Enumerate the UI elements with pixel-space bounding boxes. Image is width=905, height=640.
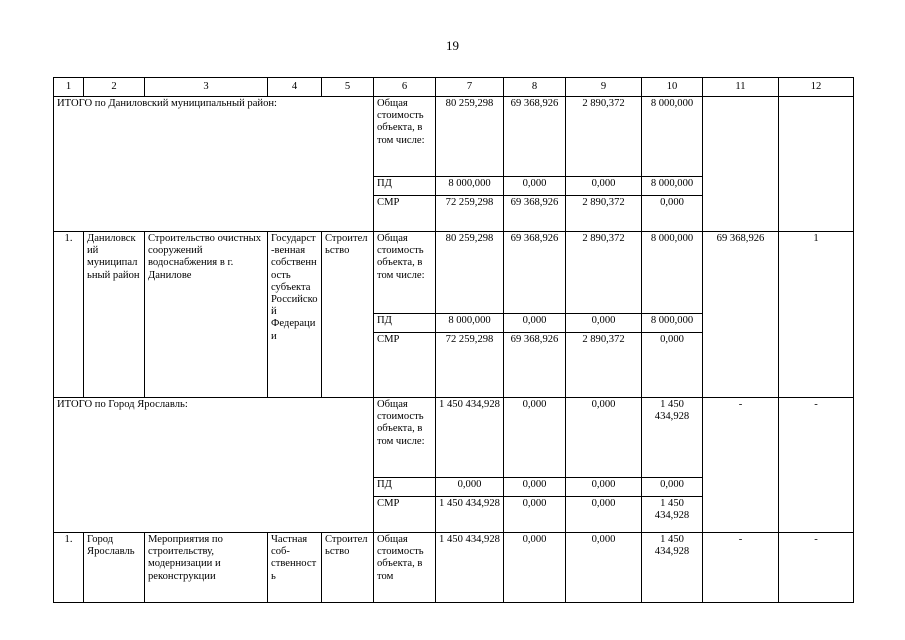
municipality-cell: Город Ярославль [84, 533, 145, 603]
value-cell: 2 890,372 [566, 232, 642, 314]
total-label: ИТОГО по Город Ярославль: [54, 398, 374, 533]
value-cell: 2 890,372 [566, 196, 642, 232]
value-cell: 2 890,372 [566, 333, 642, 398]
column-header: 2 [84, 78, 145, 97]
value-cell: 8 000,000 [436, 314, 504, 333]
ownership-cell: Государст-венная собственность субъекта Российской Федерации [268, 232, 322, 398]
value-cell: 1 450 434,928 [436, 497, 504, 533]
value-cell: 2 890,372 [566, 97, 642, 177]
value-cell: 0,000 [566, 398, 642, 478]
column-header: 8 [504, 78, 566, 97]
value-cell: 69 368,926 [504, 196, 566, 232]
value-cell: 1 450 434,928 [436, 398, 504, 478]
value-cell: 0,000 [504, 533, 566, 603]
value-cell: 0,000 [642, 333, 703, 398]
column-header: 12 [779, 78, 854, 97]
value-cell: 0,000 [504, 398, 566, 478]
value-cell: 0,000 [504, 177, 566, 196]
col11-cell: - [703, 533, 779, 603]
item-row [54, 232, 854, 314]
object-name-cell: Строительство очистных сооружений водоснабжения в г. Данилове [145, 232, 268, 398]
value-cell: 1 450 434,928 [642, 497, 703, 533]
total-row [54, 398, 854, 478]
col11-cell [703, 97, 779, 232]
col12-cell: - [779, 533, 854, 603]
cost-type-cell: ПД [374, 478, 436, 497]
value-cell: 0,000 [566, 478, 642, 497]
column-header: 11 [703, 78, 779, 97]
value-cell: 0,000 [504, 478, 566, 497]
value-cell: 69 368,926 [504, 333, 566, 398]
value-cell: 8 000,000 [436, 177, 504, 196]
value-cell: 8 000,000 [642, 177, 703, 196]
cost-type-cell: ПД [374, 177, 436, 196]
cost-type-cell: СМР [374, 196, 436, 232]
municipality-cell: Даниловский муниципальный район [84, 232, 145, 398]
cost-type-cell: СМР [374, 333, 436, 398]
value-cell: 0,000 [566, 533, 642, 603]
col12-cell: - [779, 398, 854, 533]
value-cell: 1 450 434,928 [436, 533, 504, 603]
work-type-cell: Строительство [322, 533, 374, 603]
value-cell: 0,000 [504, 497, 566, 533]
cost-type-cell: Общая стоимость объекта, в том числе: [374, 97, 436, 177]
column-header: 3 [145, 78, 268, 97]
value-cell: 80 259,298 [436, 97, 504, 177]
value-cell: 8 000,000 [642, 314, 703, 333]
col12-cell: 1 [779, 232, 854, 398]
value-cell: 1 450 434,928 [642, 398, 703, 478]
cost-type-cell: Общая стоимость объекта, в том числе: [374, 398, 436, 478]
value-cell: 80 259,298 [436, 232, 504, 314]
cost-type-cell: ПД [374, 314, 436, 333]
col12-cell [779, 97, 854, 232]
value-cell: 0,000 [642, 196, 703, 232]
column-header: 10 [642, 78, 703, 97]
ownership-cell: Частная соб-ственность [268, 533, 322, 603]
value-cell: 0,000 [566, 497, 642, 533]
value-cell: 72 259,298 [436, 333, 504, 398]
item-row [54, 533, 854, 603]
cost-type-cell: Общая стоимость объекта, в том [374, 533, 436, 603]
value-cell: 8 000,000 [642, 232, 703, 314]
col11-cell: 69 368,926 [703, 232, 779, 398]
cost-type-cell: СМР [374, 497, 436, 533]
total-label: ИТОГО по Даниловский муниципальный район: [54, 97, 374, 232]
column-header: 4 [268, 78, 322, 97]
column-header: 1 [54, 78, 84, 97]
column-header: 7 [436, 78, 504, 97]
value-cell: 69 368,926 [504, 97, 566, 177]
cost-type-cell: Общая стоимость объекта, в том числе: [374, 232, 436, 314]
value-cell: 8 000,000 [642, 97, 703, 177]
col11-cell: - [703, 398, 779, 533]
work-type-cell: Строительство [322, 232, 374, 398]
value-cell: 72 259,298 [436, 196, 504, 232]
item-number: 1. [54, 232, 84, 398]
item-number: 1. [54, 533, 84, 603]
value-cell: 0,000 [566, 314, 642, 333]
page-number: 19 [446, 38, 459, 53]
value-cell: 0,000 [566, 177, 642, 196]
total-row [54, 97, 854, 177]
column-header: 6 [374, 78, 436, 97]
program-table [53, 77, 854, 603]
column-number-row [54, 78, 854, 97]
column-header: 9 [566, 78, 642, 97]
value-cell: 0,000 [436, 478, 504, 497]
value-cell: 1 450 434,928 [642, 533, 703, 603]
object-name-cell: Мероприятия по строительству, модернизации и реконструкции [145, 533, 268, 603]
value-cell: 0,000 [504, 314, 566, 333]
value-cell: 0,000 [642, 478, 703, 497]
value-cell: 69 368,926 [504, 232, 566, 314]
column-header: 5 [322, 78, 374, 97]
